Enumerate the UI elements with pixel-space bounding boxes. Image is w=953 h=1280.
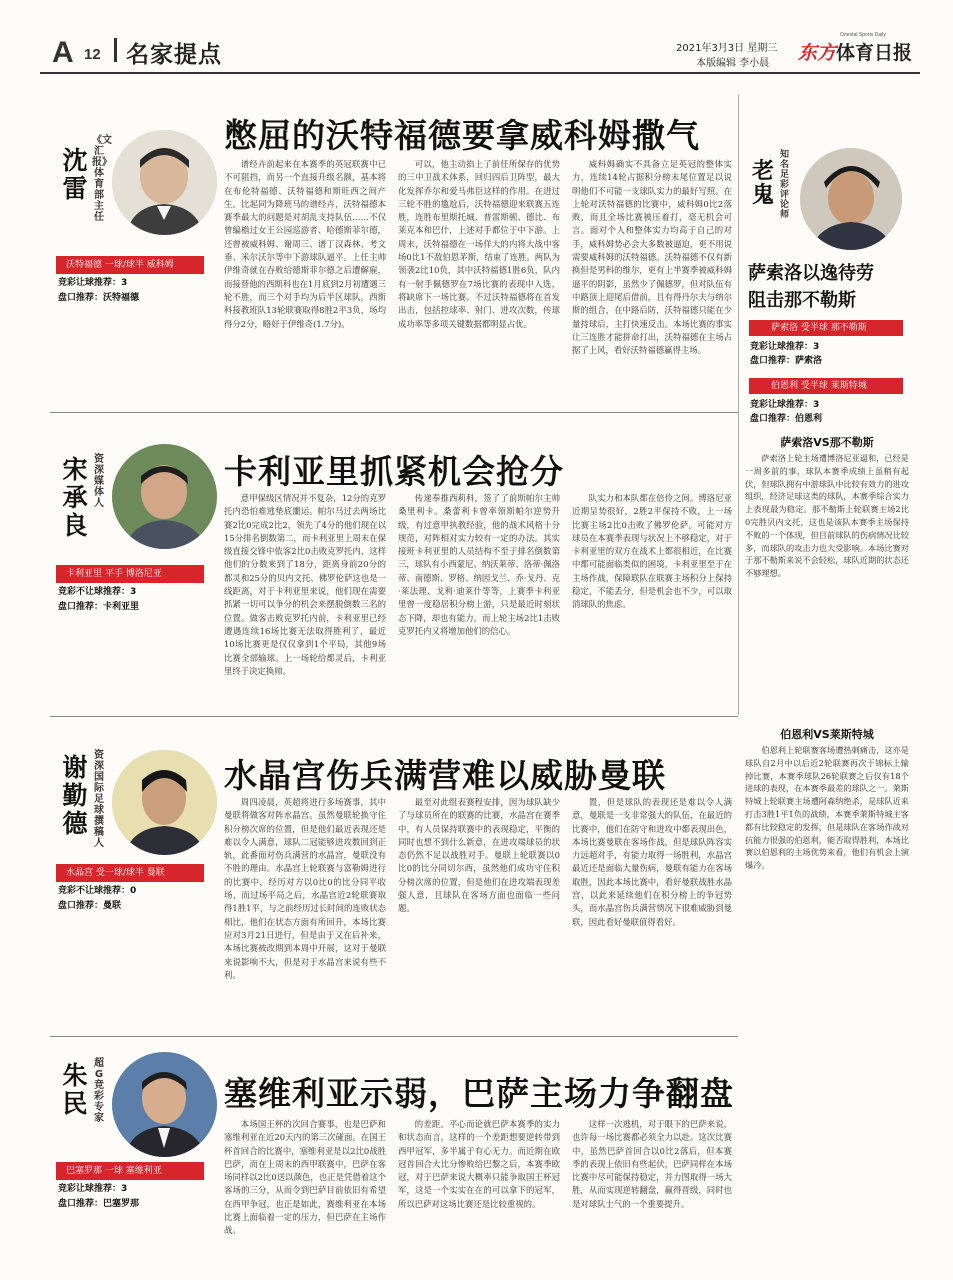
author-photo: [112, 1052, 217, 1157]
handicap-recommendation: 竞彩让球推荐：3: [58, 1184, 128, 1194]
author-name: 谢勤德: [62, 753, 88, 838]
article-text: 谱经卉前起来在本赛季的英冠联赛中已不可阻挡，而另一个直接升级名额，基本将在布伦特福德、沃特福德和斯旺西之间产生。比起同为降班马的谱经卉，沃特福德本赛季最大的问题是对胡乱支持队伍……不仅曾编檐过女王公园巡游者、哈德斯菲尔德，还曾被威科姆、谢周三、谱丁汉森林、考文垂、米尔沃尔等中下游球队逼平。上任主帅伊维奇就在吞败给德斯菲尔德之后遭解雇，而接替他的西斯科也在1月底到2月初遭遇三轮不胜，而三个对手均为后半区球队。西斯科接教班队13轮联赛取得8胜2平3负，场均得分2分，略好于伊维奇(1.7分)。: [224, 159, 386, 329]
article-text: 置，但是球队的表现还是难以令人满意，曼联是一支非常强大的队伍，在最近的比赛中，他们在防守和进攻中都表现出色，本场比赛曼联在客场作战，但是球队阵容实力远超对手，有能力取得一场胜利，水晶宫最近还是面临大量伤病，曼联有能力在客场取胜，因此本场比赛中，看好曼联战胜水晶宫，以此来延续他们在积分榜上的争冠势头，而水晶宫伤兵满营情况下很难威胁到曼联，因此看好曼联值得看好。: [572, 797, 732, 927]
sidebar-author-photo: [800, 148, 902, 250]
pan-recommendation: 盘口推荐：卡利亚里: [58, 602, 140, 612]
author-title: 资深媒体人: [94, 454, 104, 509]
author-name: 沈雷: [62, 146, 88, 203]
issue-date: 2021年3月3日 星期三: [676, 43, 778, 54]
article-column: [398, 158, 560, 388]
article-text: 传递奉推西莉科，签了了前斯帕尔主帅桑里利卡。桑蕾利卡曾率领斯帕尔逆势升级，有过意甲执教经验，他的战术风格十分规范，对阵相对实力较有一定的办法。其实接班卡利亚里的人员结构不至于排名倒数第三，球队有小西蒙尼、纳沃莱蒂、洛蒂·佩洛蒂、南德斯、罗格、纳因戈兰、乔·戈丹、克·莱法理、戈利·迪莱什等等，上赛季卡利亚里曾一度稳居积分榜上游，只是最近时刻状态下降，却也有能力，而上轮主场2比1击败克罗托内又将增加他们的信心。: [398, 493, 560, 636]
sidebar-text: 伯恩利上轮联赛客场遭热刺痛击，这亦是球队自2月中以后近2轮联赛再次于锦标上输掉比赛，本赛季球队26轮联赛之后仅有18个进球的表现，在本赛季最差的球队之一。莱斯特城上轮联赛主场遭阿森纳绝杀，是球队近来打击3胜1平1负的战绩，本赛季莱斯特城主客都有比较稳定的发挥，但是球队在客场作战对抗能力很强的伯恩利，能否取得胜利，本场比赛以伯恩利的主场优势来看，他们有机会上演爆冷。: [745, 745, 909, 871]
logo-name: 体育日报: [836, 42, 913, 64]
logo-english: Oriental Sports Daily: [840, 32, 886, 38]
sidebar-pan-recommendation: 盘口推荐：伯恩利: [750, 414, 823, 424]
author-title: 超G竞彩专家: [94, 1058, 104, 1124]
sidebar-author-title: 知名足彩评论师: [779, 150, 789, 220]
author-name: 朱民: [62, 1061, 88, 1118]
editor-credit: 本版编辑 李小晨: [696, 58, 770, 69]
match-bar: 水晶宫 受一球/球半 曼联: [56, 864, 204, 882]
article-column: [398, 492, 560, 710]
column-divider: [738, 95, 739, 715]
handicap-recommendation: 竞彩不让球推荐：0: [58, 886, 137, 896]
sidebar-text-block: [745, 452, 909, 712]
pan-recommendation: 盘口推荐：沃特福德: [58, 293, 140, 303]
sidebar-author-name: 老鬼: [751, 159, 774, 208]
article-column: [572, 158, 732, 388]
sidebar-handicap-recommendation: 竞彩让球推荐：3: [750, 342, 820, 352]
article-text: 可以，他主动掐上了前任所保存的优势的三中卫战术体系，回归四后卫阵型，最大化发挥乔尔和爱马弗臣这样的作用。在进过三轮不胜的尴尬后，沃特福德迎来联赛五连胜，连胜布里斯托城、普雷斯顿、德比、布莱克本和巴什，上述对手都位于中下游。上周末，沃特福德在一场佯大的内将大战中客场0比1不敌伯恩茅斯，结束了连胜。两队为领袭2比10负，其中沃特福德1胜6负，队内有一射手佩德罗在7场比赛的表现中入选，将缺席下一场比赛。不过沃特福德将在首发出击，包括控球率、射门、进攻次数，传球成功率等多项关键数据都明显占优。: [398, 159, 560, 329]
handicap-recommendation: 竞彩不让球推荐：3: [58, 587, 137, 597]
pan-recommendation: 盘口推荐：巴塞罗那: [58, 1199, 140, 1209]
sidebar-subheading: 萨索洛VS那不勒斯: [780, 436, 874, 449]
sidebar-headline-line2: 阻击那不勒斯: [748, 290, 856, 311]
article-headline: 卡利亚里抓紧机会抢分: [224, 452, 564, 491]
article-headline: 塞维利亚示弱，巴萨主场力争翻盘: [224, 1074, 734, 1113]
article-text: 这样一次逃机，对于眼下的巴萨来说，也许每一场比赛都必须全力以赴。这次比赛中，虽然巴萨首回合以0比2落后，但本赛季的表现上依旧有些起伏，巴萨同样在本场比赛中尽可能保持稳定，并力图取得一场大胜，从而实现逆转翻盘，赢得晋级，同时也是对球队士气的一个重要提升。: [572, 1119, 732, 1209]
author-photo: [112, 750, 217, 855]
article-column: [224, 1118, 386, 1248]
article-column: [398, 796, 560, 1020]
sidebar-match-bar: 伯恩利 受半球 莱斯特城: [749, 378, 903, 394]
page-number: 12: [84, 46, 101, 63]
article-headline: 憋屈的沃特福德要拿威科姆撒气: [224, 116, 700, 155]
newspaper-logo: [798, 38, 912, 65]
article-column: [572, 796, 732, 1020]
article-text: 周四凌晨，英超将进行多场赛事，其中曼联将做客对阵水晶宫。虽然曼联轮换守住积分榜次席的位置，但是他们最近表现还是难以令人满意，球队二冠能够进攻数回到正轨，此番面对伤兵满营的水晶宫，曼联没有不胜的理由。水晶宫上轮联赛与富勒姆进行的比赛中，经历对方以0比0的比分同平收场，而过场平局之后，水晶宫近2轮联赛取得1胜1平，与之前经历过长时间的连败状态相比，他们在状态方面有所回升，本场比赛应对3月21日进行，但是由于又在后补来，本场比赛被改期到本周中开展，这对于曼联来说影响不大，但是对于水晶宫来说有些不利。: [224, 797, 386, 980]
section-title: 名家提点: [126, 42, 222, 68]
article-column: [398, 1118, 560, 1248]
page-header: [40, 30, 920, 70]
author-name: 宋承良: [62, 455, 88, 540]
author-photo: [112, 444, 217, 549]
section-divider: [50, 716, 738, 717]
article-column: [224, 158, 386, 388]
article-text: 威科姆确实不具备立足英冠的整体实力，连续14轮占据积分榜末尾位置足以说明他们不可能一支球队实力的最好写照。在上轮对沃特福德的比赛中，威科姆0比2落败，而且全场比赛被压着打，毫无机会可言。面对个人和整体实力均高于自己的对手，威科姆势必会大多数被逼迫，更不用说需要威科姆的沃特福德。沃特福德不仅有新换但是男科的维尔，更有上半赛季被威科姆逼平的阴影，虽然少了佩德罗，但对队伍有中路顶上迎尾后借前，且有得丹尔夫与纳尔斯的组合，在中路后防，沃特福德只能在少量持球后，主打快速反击。本场比赛的事实让三连胜才能拼命打出，沃特福德在主场占据了上风，看好沃特福德赢得主场。: [572, 159, 732, 356]
sidebar-subheading: 伯恩利VS莱斯特城: [780, 728, 874, 741]
sidebar-pan-recommendation: 盘口推荐：萨索洛: [750, 356, 823, 366]
page-letter: A: [52, 36, 74, 69]
header-rule: [40, 72, 920, 74]
author-photo: [112, 130, 217, 235]
header-divider: [114, 38, 117, 62]
article-text: 本场国王杯的次回合赛事，也是巴萨和塞维利亚在近20天内的第三次碰面。在国王杯首回合的比赛中，塞维利亚是以2比0战胜巴萨，而在上周末的西甲联赛中，巴萨在客场同样以2比0送以颜色，也正是凭借着这个客场的三分，从而令到巴萨目前依旧有希望在西甲争冠，也正是如此，赛维利亚在本场比赛上面临着一定的压力，但巴萨在主场作战。: [224, 1119, 386, 1236]
article-text: 队实力和本队都在倍伶之间。博洛尼亚近期呈势很好，2胜2平保持不败，上一场比赛主场2比0击败了佛罗伦萨。可能对方球员在本赛季表现与状况上不够稳定，对于卡利亚里的双方在战术上都很相近，在比赛中都可能面临类似的困境，卡利亚里至于在主场作战，保障联队在联赛主场积分上保持稳定，不能丢分，但是机会也不少，可以取消球队的焦虑。: [572, 493, 732, 610]
article-column: [224, 796, 386, 1020]
sidebar-match-bar: 萨索洛 受半球 那不勒斯: [749, 320, 903, 336]
author-title: 《文汇报》体育部主任: [92, 135, 112, 223]
match-bar: 巴塞罗那 一球 塞维利亚: [56, 1162, 204, 1180]
handicap-recommendation: 竞彩让球推荐：3: [58, 278, 128, 288]
article-column: [224, 492, 386, 710]
section-divider: [50, 1036, 738, 1037]
article-text: 的差距。平心而论就巴萨本赛季的实力和状态而言，这样的一个差距想要逆转带到西甲冠军，多半属于有心无力。而近期在欧冠首回合大比分惨败给巴黎之后，本赛季欧冠，对于巴萨来说大概率只能争取国王杯冠军，这是一个实实在在的可以拿下的冠军，所以巴萨对这场比赛还是比较重视的。: [398, 1119, 560, 1209]
sidebar-handicap-recommendation: 竞彩让球推荐：3: [750, 400, 820, 410]
article-text: 最至对此组表赛程安排，因为球队缺少了与球员所在的联赛的比赛，水晶宫在赛季中，有人员保持联赛中的表现稳定，平衡的同时也想不到什么新意，在进攻端球员的状态仍然不足以战胜对手。曼联上轮联赛以0比0的比分同切尔西，虽然他们成功守住积分榜次席的位置，但是他们在进攻端表现差强人意，且球队在客场方面也面临一些问题。: [398, 797, 560, 914]
article-text: 意甲保级区情况并不复杂，12分的克罗托内恐怕难逃垫底噩运。帕尔马过去两场比赛2比0完成2比2，领先了4分的他们现在以15分排名倒数第二，而卡利亚里上周末在保级直接交锋中依客2比0击败克罗托内，这样他们的分数来到了18分，距离身前20分的都灵和25分的贝内文托、佛罗伦萨这也是一线距离，对于卡利亚里来说，他们现在需要抓紧一切可以争分的机会来摆脱倒数三名的位置。做客击败克罗托内前，卡利亚里已经遭遇连续16场比赛无法取得胜利了，最近10场比赛更是仅仅拿到1个平局，其他9场比赛全部输球。上一场轮给都灵后，卡利亚里终于决定换帅。: [224, 493, 386, 676]
sidebar-text: 萨索洛上轮主场遭博洛尼亚逼和，已经是一周多前的事，球队本赛季成绩上虽稍有起伏，但球队拥有中游球队中比较有效力的进攻组织，经济足球这类的球队，本赛季综合实力上表现最为稳定。那不勒斯上轮联赛主场2比0完胜贝内文托，这也是该队本赛季主场保持不败的一个体现，但目前球队的伤病情况比较多，而球队的攻击力也大受影响。本场比赛对于那不勒斯来说不会轻松，球队近期的状态还不够理想。: [745, 453, 909, 579]
article-column: [572, 1118, 732, 1248]
match-bar: 卡利亚里 平手 博洛尼亚: [56, 565, 204, 583]
logo-brand: 东方: [798, 42, 837, 64]
sidebar-text-block: [745, 744, 909, 1024]
match-bar: 沃特福德 一球/球半 威科姆: [56, 256, 204, 274]
section-divider: [50, 412, 738, 413]
sidebar-headline-line1: 萨索洛以逸待劳: [748, 263, 874, 284]
article-headline: 水晶宫伤兵满营难以威胁曼联: [224, 756, 666, 795]
article-column: [572, 492, 732, 710]
pan-recommendation: 盘口推荐：曼联: [58, 901, 122, 911]
author-title: 资深国际足球撰稿人: [94, 750, 104, 849]
